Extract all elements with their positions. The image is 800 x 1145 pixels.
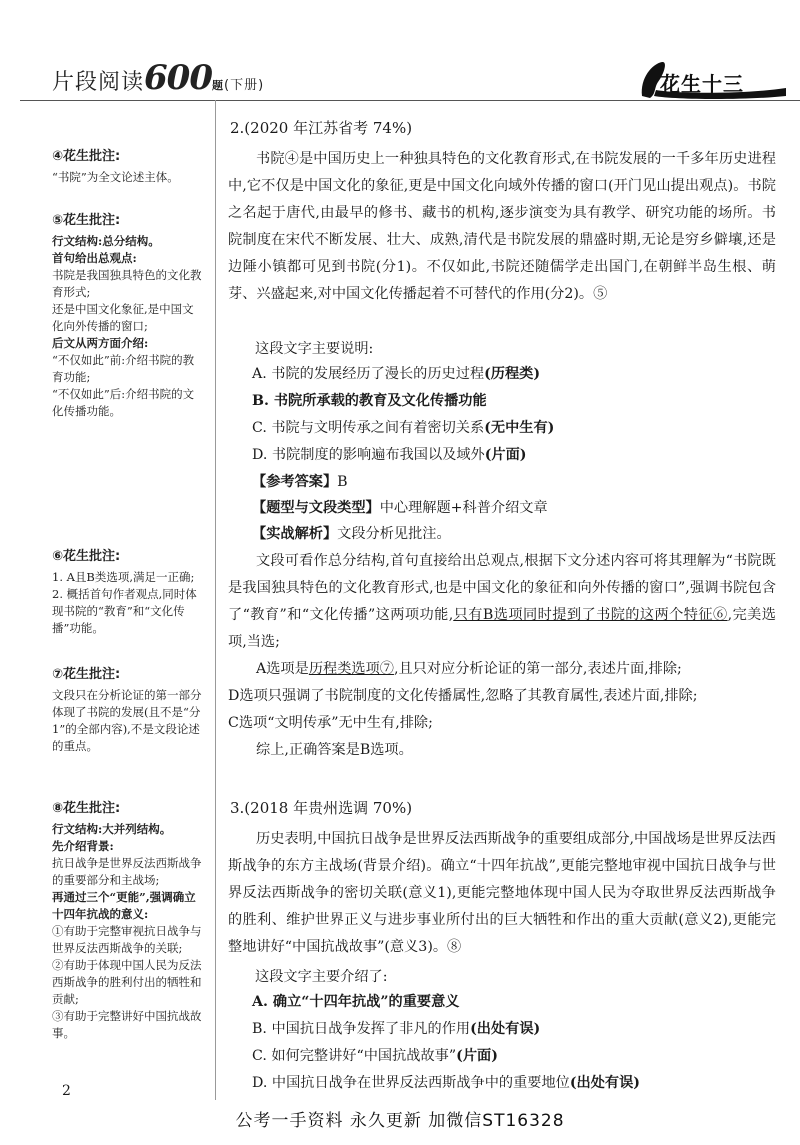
note-text: 先介绍背景: bbox=[52, 839, 114, 853]
explanation-text: C选项“文明传承”无中生有,排除; bbox=[228, 715, 433, 731]
q2-explanation bbox=[228, 548, 776, 764]
q2-analysis: 【实战解析】文段分析见批注。 bbox=[252, 526, 451, 542]
note-4 bbox=[52, 148, 202, 186]
question-2-passage bbox=[228, 146, 776, 308]
note-title: ⑤花生批注: bbox=[52, 213, 121, 228]
q2-type: 【题型与文段类型】中心理解题+科普介绍文章 bbox=[252, 500, 548, 516]
q3-option-c: C. 如何完整讲好“中国抗战故事”(片面) bbox=[252, 1048, 498, 1064]
note-7 bbox=[52, 666, 202, 755]
q3-option-b: B. 中国抗日战争发挥了非凡的作用(出处有误) bbox=[252, 1021, 541, 1037]
q2-option-c: C. 书院与文明传承之间有着密切关系(无中生有) bbox=[252, 420, 555, 436]
note-text: ③有助于完整讲好中国抗战故事。 bbox=[52, 1009, 202, 1040]
q2-option-a: A. 书院的发展经历了漫长的历史过程(历程类) bbox=[252, 366, 541, 382]
q2-option-b: B. 书院所承载的教育及文化传播功能 bbox=[252, 393, 487, 409]
brand-name: 花生十三 bbox=[660, 72, 744, 96]
question-2-prompt: 这段文字主要说明: bbox=[255, 341, 374, 357]
note-text: ②有助于体现中国人民为反法西斯战争的胜利付出的牺牲和贡献; bbox=[52, 958, 202, 1006]
note-5 bbox=[52, 212, 202, 420]
note-title: ⑦花生批注: bbox=[52, 667, 121, 682]
note-text: 1. A且B类选项,满足一正确; bbox=[52, 570, 195, 584]
book-title: 片段阅读600题(下册) bbox=[52, 58, 265, 98]
q3-option-d: D. 中国抗日战争在世界反法西斯战争中的重要地位(出处有误) bbox=[252, 1075, 641, 1091]
header-divider bbox=[20, 100, 800, 101]
explanation-text: 综上,正确答案是B选项。 bbox=[256, 742, 413, 758]
explanation-text: A选项是历程类选项⑦,且只对应分析论证的第一部分,表述片面,排除; bbox=[256, 661, 682, 677]
note-text: 还是中国文化象征,是中国文化向外传播的窗口; bbox=[52, 302, 194, 333]
note-text: 行文结构:大并列结构。 bbox=[52, 822, 172, 836]
note-title: ⑥花生批注: bbox=[52, 549, 121, 564]
question-3-passage bbox=[228, 826, 776, 961]
note-text: 2. 概括首句作者观点,同时体现书院的“教育”和“文化传播”功能。 bbox=[52, 587, 197, 635]
q3-option-a: A. 确立“十四年抗战”的重要意义 bbox=[252, 994, 460, 1010]
note-text: “不仅如此”后:介绍书院的文化传播功能。 bbox=[52, 387, 195, 418]
explanation-text: 文段可看作总分结构,首句直接给出总观点,根据下文分述内容可将其理解为“书院既是我国独具特色的文化教育形式,也是中国文化的象征和向外传播的窗口”,强调书院包含了“教育”和“文化传播”这两项功能,只有B选项同时提到了书院的这两个特征⑥,完美选项,当选; bbox=[228, 553, 776, 650]
question-2-heading: 2.(2020 年江苏省考 74%) bbox=[230, 119, 413, 137]
question-3-prompt: 这段文字主要介绍了: bbox=[255, 969, 388, 985]
note-text: 后文从两方面介绍: bbox=[52, 336, 149, 350]
note-title: ⑧花生批注: bbox=[52, 801, 121, 816]
question-3-heading: 3.(2018 年贵州选调 70%) bbox=[230, 799, 413, 817]
note-text: 行文结构:总分结构。 bbox=[52, 234, 160, 248]
note-text: ①有助于完整审视抗日战争与世界反法西斯战争的关联; bbox=[52, 924, 202, 955]
note-text: “不仅如此”前:介绍书院的教育功能; bbox=[52, 353, 195, 384]
note-6 bbox=[52, 548, 202, 637]
note-text: “书院”为全文论述主体。 bbox=[52, 170, 179, 184]
passage-text: 历史表明,中国抗日战争是世界反法西斯战争的重要组成部分,中国战场是世界反法西斯战争的东方主战场(背景介绍)。确立“十四年抗战”,更能完整地审视中国抗日战争与世界反法西斯战争的密切关联(意义1),更能完整地体现中国人民为夺取世界反法西斯战争的胜利、维护世界正义与进步事业所付出的巨大牺牲和作出的重大贡献(意义2),更能完整地讲好“中国抗战故事”(意义3)。⑧ bbox=[228, 831, 776, 955]
note-text: 再通过三个“更能”,强调确立十四年抗战的意义: bbox=[52, 890, 196, 921]
q2-option-d: D. 书院制度的影响遍布我国以及域外(片面) bbox=[252, 447, 527, 463]
page-number: 2 bbox=[62, 1083, 71, 1099]
note-text: 首句给出总观点: bbox=[52, 251, 137, 265]
note-text: 抗日战争是世界反法西斯战争的重要部分和主战场; bbox=[52, 856, 202, 887]
passage-text: 书院④是中国历史上一种独具特色的文化教育形式,在书院发展的一千多年历史进程中,它不仅是中国文化的象征,更是中国文化向域外传播的窗口(开门见山提出观点)。书院之名起于唐代,由最早的修书、藏书的机构,逐步演变为具有教学、研究功能的场所。书院制度在宋代不断发展、壮大、成熟,清代是书院发展的鼎盛时期,无论是穷乡僻壤,还是边陲小镇都可见到书院(分1)。不仅如此,书院还随儒学走出国门,在朝鲜半岛生根、萌芽、兴盛起来,对中国文化传播起着不可替代的作用(分2)。⑤ bbox=[228, 151, 776, 302]
note-8 bbox=[52, 800, 202, 1042]
column-divider bbox=[215, 100, 216, 1100]
note-text: 文段只在分析论证的第一部分体现了书院的发展(且不是“分1”的全部内容),不是文段论述的重点。 bbox=[52, 688, 202, 753]
note-title: ④花生批注: bbox=[52, 149, 121, 164]
note-text: 书院是我国独具特色的文化教育形式; bbox=[52, 268, 202, 299]
explanation-text: D选项只强调了书院制度的文化传播属性,忽略了其教育属性,表述片面,排除; bbox=[228, 688, 698, 704]
q2-answer: 【参考答案】B bbox=[252, 474, 348, 490]
footer-promo: 公考一手资料 永久更新 加微信ST16328 bbox=[235, 1111, 565, 1131]
